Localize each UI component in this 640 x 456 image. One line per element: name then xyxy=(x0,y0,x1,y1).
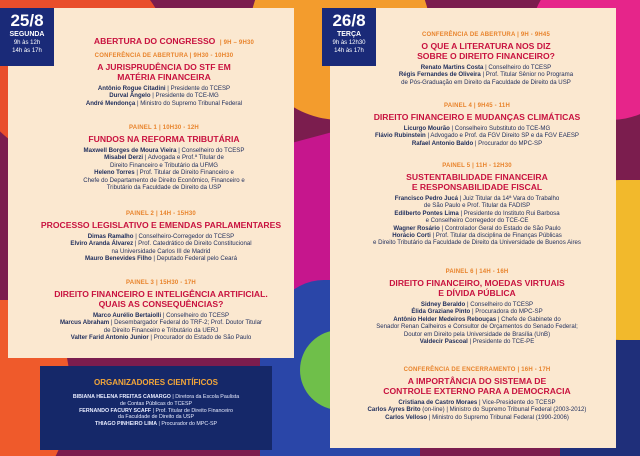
day2-weekday: TERÇA xyxy=(336,31,362,38)
section-label: PAINEL 4 | 9H45 - 11H xyxy=(443,103,511,109)
day2-panel6 xyxy=(340,268,614,345)
day2-panel4 xyxy=(340,102,614,147)
speaker: Doutor em Direito pela Universidade de Brasília (UnB) xyxy=(403,330,551,338)
speaker: Flávio Rubinstein | Advogado e Prof. da FGV Direito SP e da FGV EAESP xyxy=(374,132,579,140)
section-title: SUSTENTABILIDADE FINANCEIRA xyxy=(406,172,548,182)
day1-shift-morning: 9h às 12h xyxy=(13,40,41,46)
speaker: Chefe do Departamento de Direito Econômico, Financeiro e xyxy=(83,176,245,184)
section-title: E RESPONSABILIDADE FISCAL xyxy=(411,182,543,192)
section-title: FUNDOS NA REFORMA TRIBUTÁRIA xyxy=(88,134,240,144)
day1-shift-afternoon: 14h às 17h xyxy=(12,48,42,54)
day1-panel1 xyxy=(36,124,292,191)
organizers-heading: ORGANIZADORES CIENTÍFICOS xyxy=(93,378,218,387)
speaker: Sidney Beraldo | Conselheiro do TCESP xyxy=(420,301,534,308)
speaker: e Direito Tributário da Faculdade de Direito da Universidade de Buenos Aires xyxy=(373,239,581,247)
speaker: Wagner Rosário | Controlador Geral do Estado de São Paulo xyxy=(393,224,561,232)
speaker: e Conselheiro Corregedor do TCE-CE xyxy=(425,217,529,225)
speaker: Renato Martins Costa | Conselheiro do TCESP xyxy=(420,64,552,71)
section-label: PAINEL 3 | 15H30 - 17H xyxy=(126,280,196,286)
organizer: de Contas Públicas do TCESP xyxy=(119,400,193,407)
speaker: Élida Graziane Pinto | Procuradora do MPC-SP xyxy=(411,308,543,316)
section-label: PAINEL 1 | 10H30 - 12H xyxy=(129,125,199,131)
speaker: Elviro Aranda Álvarez | Prof. Catedrático de Direito Constitucional xyxy=(70,240,252,248)
speaker: Senador Renan Calheiros e Consultor de Orçamentos do Senado Federal; xyxy=(376,323,578,331)
speaker: na Universidade Carlos III de Madrid xyxy=(111,247,211,255)
opening-separator: | xyxy=(219,40,224,46)
day2-shift-afternoon: 14h às 17h xyxy=(334,48,364,54)
speaker: Cristiana de Castro Moraes | Vice-Presidente do TCESP xyxy=(398,399,556,406)
section-title: MATÉRIA FINANCEIRA xyxy=(117,72,211,82)
day2-closing xyxy=(340,366,614,421)
section-title: CONTROLE EXTERNO PARA A DEMOCRACIA xyxy=(383,386,571,396)
day2-date: 26/8 xyxy=(332,11,366,30)
organizers-box xyxy=(40,366,272,450)
day1-date: 25/8 xyxy=(10,11,44,30)
day2-shift-morning: 9h às 12h30 xyxy=(332,40,366,46)
section-title: A JURISPRUDÊNCIA DO STF EM xyxy=(97,62,231,72)
day2-lecture xyxy=(358,31,614,86)
section-label: CONFERÊNCIA DE ABERTURA | 9H30 - 10H30 xyxy=(94,53,234,59)
speaker: Valdecir Pascoal | Presidente do TCE-PE xyxy=(419,338,535,346)
section-label: CONFERÊNCIA DE ENCERRAMENTO | 16H - 17H xyxy=(403,367,551,373)
day1-panel2 xyxy=(30,210,292,263)
organizer: da Faculdade de Direito da USP xyxy=(118,414,194,421)
speaker: Dimas Ramalho | Conselheiro-Corregedor do TCESP xyxy=(87,233,235,240)
section-title: QUAIS AS CONSEQUÊNCIAS? xyxy=(98,299,224,309)
speaker: Antônio Helder Medeiros Rebouças | Chefe de Gabinete do xyxy=(393,315,561,323)
section-label: PAINEL 5 | 11H - 12H30 xyxy=(442,163,512,169)
section-title: DIREITO FINANCEIRO, MOEDAS VIRTUAIS xyxy=(389,278,565,288)
day1-opening xyxy=(56,31,292,49)
section-label: PAINEL 2 | 14H - 15H30 xyxy=(126,211,196,217)
speaker: Heleno Torres | Prof. Titular de Direito Financeiro e xyxy=(94,169,234,177)
speaker: Antônio Rogue Citadini | Presidente do TCESP xyxy=(97,85,231,92)
organizer: THIAGO PINHEIRO LIMA | Procurador do MPC-SP xyxy=(94,421,218,428)
speaker: Tributário da Faculdade de Direito da USP xyxy=(106,184,222,192)
section-title: O QUE A LITERATURA NOS DIZ xyxy=(421,41,551,51)
section-title: SOBRE O DIREITO FINANCEIRO? xyxy=(417,51,555,61)
speaker: Direito Financeiro e Tributário da UFMG xyxy=(109,161,219,169)
section-label: PAINEL 6 | 14H - 16H xyxy=(445,269,509,275)
section-title: DIREITO FINANCEIRO E MUDANÇAS CLIMÁTICAS xyxy=(373,112,581,122)
speaker: Régis Fernandes de Oliveira | Prof. Titular Sênior no Programa xyxy=(398,71,574,79)
section-title: A IMPORTÂNCIA DO SISTEMA DE xyxy=(407,376,547,386)
speaker: Edilberto Pontes Lima | Presidente do Instituto Rui Barbosa xyxy=(394,209,560,217)
speaker: Maxwell Borges de Moura Vieira | Conselheiro do TCESP xyxy=(83,147,245,154)
day2-panel5 xyxy=(340,162,614,247)
speaker: Valter Farid Antonio Junior | Procurador do Estado de São Paulo xyxy=(70,334,252,342)
speaker: de Pós-Graduação em Direito da Faculdade de Direito da USP xyxy=(401,78,571,86)
speaker: Horácio Corti | Prof. Titular da disciplina de Finanças Públicas xyxy=(392,232,562,240)
section-label: CONFERÊNCIA DE ABERTURA | 9H - 9H45 xyxy=(421,32,551,38)
section-title: PROCESSO LEGISLATIVO E EMENDAS PARLAMENTARES xyxy=(40,220,282,230)
speaker: Francisco Pedro Jucá | Juiz Titular da 14ª Vara do Trabalho xyxy=(394,195,560,202)
day1-weekday: SEGUNDA xyxy=(9,31,45,38)
speaker: Durval Ângelo | Presidente do TCE-MG xyxy=(109,92,219,100)
speaker: Rafael Antonio Baldo | Procurador do MPC-SP xyxy=(411,139,543,147)
day1-lecture xyxy=(36,52,292,107)
opening-title: ABERTURA DO CONGRESSO xyxy=(93,36,216,46)
organizer: FERNANDO FACURY SCAFF | Prof. Titular de Direito Financeiro xyxy=(79,407,233,414)
organizer: BIBIANA HELENA FREITAS CAMARGO | Diretora da Escola Paulista xyxy=(72,394,240,400)
speaker: Carlos Velloso | Ministro do Supremo Tribunal Federal (1990-2006) xyxy=(385,413,569,421)
speaker: de São Paulo e Prof. Titular da FADISP xyxy=(423,202,531,210)
speaker: Carlos Ayres Brito (on-line) | Ministro do Supremo Tribunal Federal (2003-2012) xyxy=(367,406,587,414)
day1-panel3 xyxy=(30,279,292,342)
speaker: Licurgo Mourão | Conselheiro Substituto do TCE-MG xyxy=(403,125,551,132)
speaker: Marcus Abraham | Desembargador Federal do TRF-2; Prof. Doutor Titular xyxy=(59,319,263,327)
speaker: Mauro Benevides Filho | Deputado Federal pelo Ceará xyxy=(85,255,237,263)
speaker: de Direito Financeiro e Tributário da UERJ xyxy=(103,326,219,334)
opening-time: 9H – 9H30 xyxy=(223,40,255,46)
speaker: Misabel Derzi | Advogada e Prof.ª Titular de xyxy=(104,154,224,162)
section-title: DIREITO FINANCEIRO E INTELIGÊNCIA ARTIFICIAL. xyxy=(54,289,268,299)
section-title: E DÍVIDA PÚBLICA xyxy=(438,288,516,298)
speaker: André Mendonça | Ministro do Supremo Tribunal Federal xyxy=(85,99,243,107)
speaker: Marco Aurélio Bertaiolli | Conselheiro do TCESP xyxy=(92,312,230,319)
